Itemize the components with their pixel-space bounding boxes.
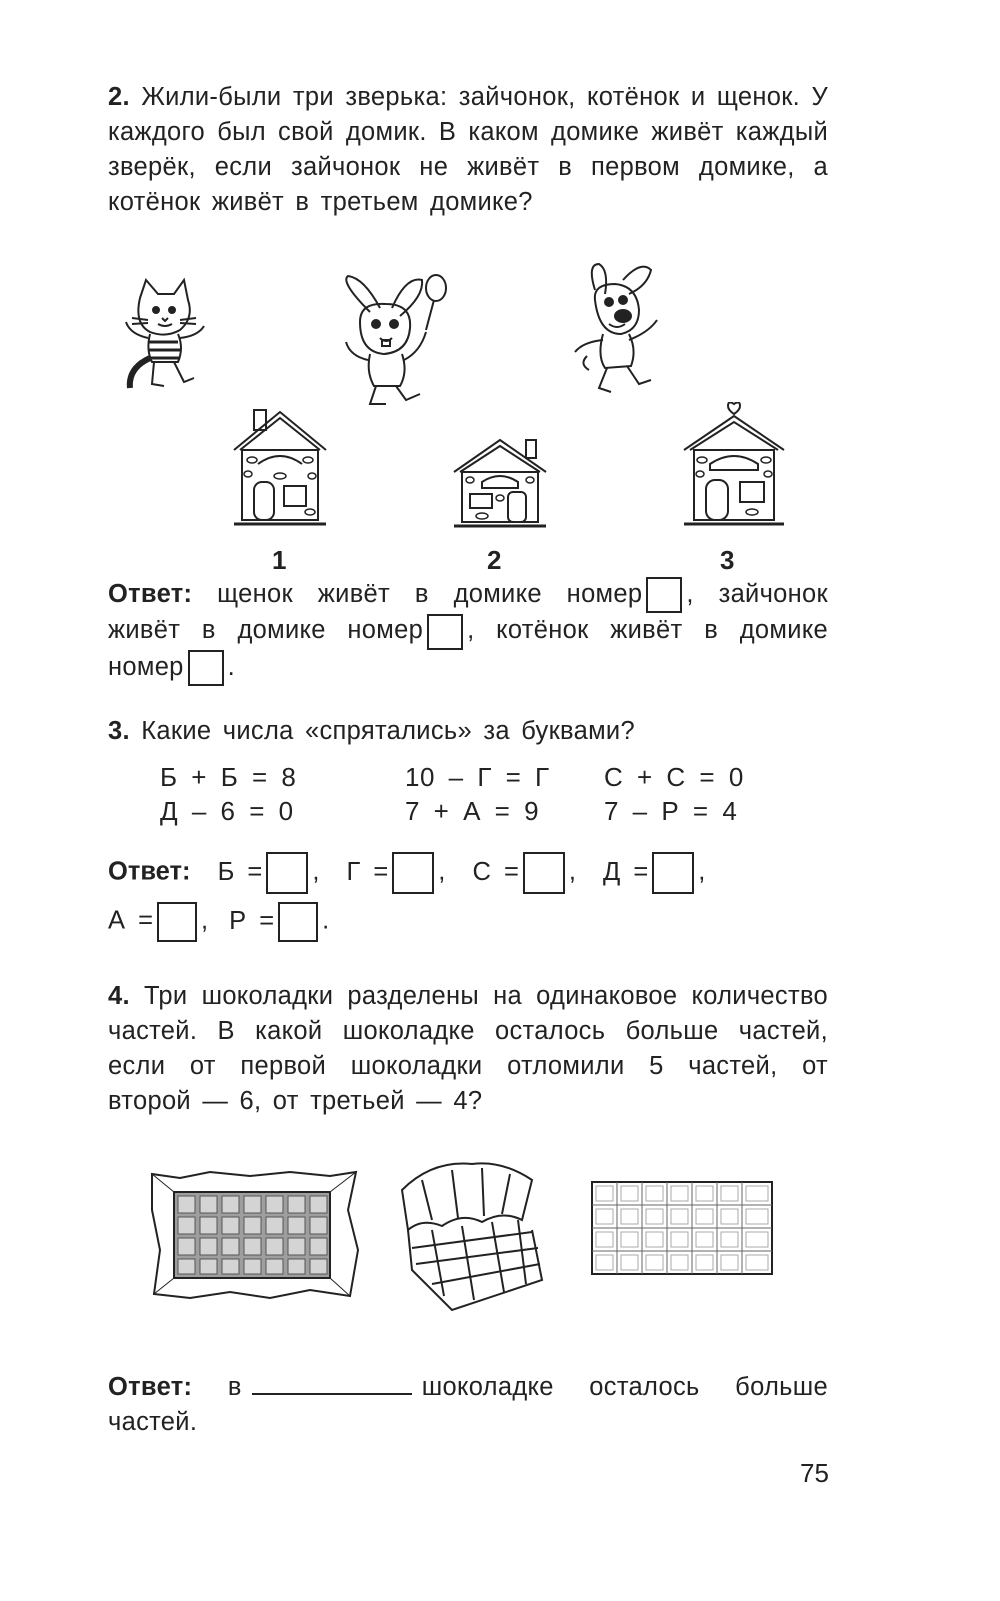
house-label-3: 3	[720, 545, 735, 575]
bunny-illustration	[330, 272, 455, 412]
task4-answer: Ответ: в шоколадке осталось больше частей.	[108, 1373, 829, 1436]
task2-number: 2.	[108, 83, 130, 111]
answer-box-a[interactable]	[157, 902, 197, 942]
answer-box-cat[interactable]	[188, 650, 224, 686]
equation: С + С = 0	[604, 762, 744, 792]
answer-label: Ответ:	[108, 1373, 193, 1401]
answer-box-d[interactable]	[652, 852, 694, 894]
equation: Б + Б = 8	[160, 762, 297, 792]
answer-box-r[interactable]	[278, 902, 318, 942]
task3-answer-row1: Ответ: Б = , Г = , С = , Д = ,	[108, 852, 828, 894]
puppy-illustration	[565, 260, 665, 400]
task2-text: 2. Жили-были три зверька: зайчонок, котёнок и щенок. У каждого был свой домик. В каком домике живёт каждый зверёк, если зайчонок не живёт в первом домике, а котёнок живёт в третьем домике?	[108, 83, 828, 216]
task3-answer-row2: А = , Р = .	[108, 902, 329, 942]
task4-number: 4.	[108, 982, 130, 1010]
house-3	[682, 402, 786, 530]
chocolate-bar-1	[150, 1170, 360, 1300]
answer-box-g[interactable]	[392, 852, 434, 894]
page-number: 75	[800, 1458, 829, 1488]
cat-illustration	[118, 278, 213, 393]
chocolate-bar-3	[590, 1180, 774, 1276]
answer-box-s[interactable]	[523, 852, 565, 894]
answer-blank-line[interactable]	[252, 1371, 412, 1395]
house-1	[232, 408, 328, 530]
task2-answer: Ответ: щенок живёт в домике номер , зайчонок живёт в домике номер , котёнок живёт в домике номер .	[108, 577, 828, 686]
answer-box-bunny[interactable]	[427, 614, 463, 650]
task3-number: 3.	[108, 717, 130, 745]
answer-box-puppy[interactable]	[646, 577, 682, 613]
task4-text: 4. Три шоколадки разделены на одинаковое количество частей. В какой шоколадке осталось больше частей, если от первой шоколадки отломили 5 частей, от второй — 6, от третьей — 4?	[108, 982, 828, 1115]
house-label-1: 1	[272, 545, 287, 575]
equation: 7 – Р = 4	[604, 796, 738, 826]
chocolate-bar-2	[392, 1160, 552, 1320]
house-2	[452, 436, 548, 530]
answer-box-b[interactable]	[266, 852, 308, 894]
answer-label: Ответ:	[108, 580, 193, 608]
task3-text: 3. Какие числа «спрятались» за буквами?	[108, 717, 635, 745]
equation: 10 – Г = Г	[405, 762, 550, 792]
answer-label: Ответ:	[108, 857, 191, 886]
house-label-2: 2	[487, 545, 502, 575]
equation: 7 + А = 9	[405, 796, 540, 826]
equation: Д – 6 = 0	[160, 796, 294, 826]
